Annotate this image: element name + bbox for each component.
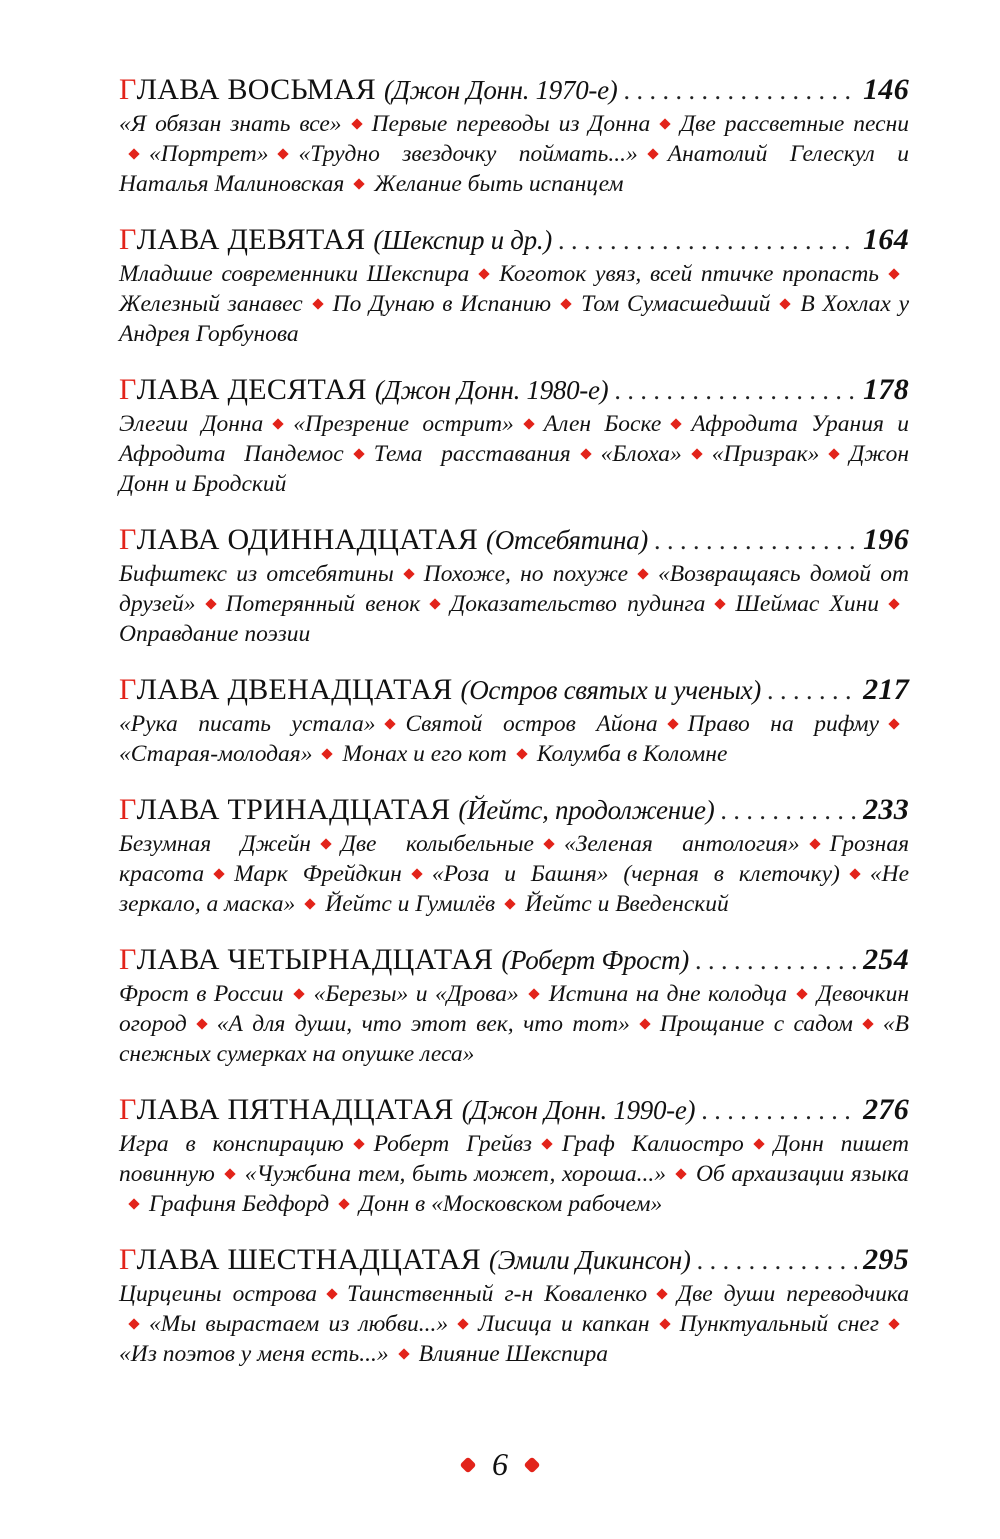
- section-title: Джон Донн и Бродский: [119, 441, 909, 497]
- diamond-bullet-icon: [809, 838, 820, 849]
- chapter-sections: [119, 1279, 909, 1369]
- diamond-bullet-icon: [293, 988, 304, 999]
- chapter-subtitle: (Джон Донн. 1970-е): [383, 75, 618, 105]
- diamond-bullet-icon: [639, 1018, 650, 1029]
- chapter-initial: Г: [119, 1093, 137, 1126]
- section-title: Девочкин огород: [119, 981, 909, 1037]
- section-title: Донн пишет повинную: [119, 1131, 909, 1187]
- chapter-heading: [119, 1092, 909, 1129]
- chapter-heading: [119, 372, 909, 409]
- chapter-title: ЛАВА ТРИНАДЦАТАЯ: [136, 793, 451, 826]
- toc-chapter-entry: [119, 1092, 909, 1219]
- chapter-heading: [119, 222, 909, 259]
- table-of-contents: [119, 72, 909, 1392]
- chapter-heading: [119, 522, 909, 559]
- chapter-initial: Г: [119, 223, 137, 256]
- section-title: «Зеленая антология»: [563, 831, 800, 857]
- dot-leader: [654, 523, 857, 559]
- diamond-bullet-icon: [560, 298, 571, 309]
- diamond-bullet-icon: [458, 1318, 469, 1329]
- chapter-subtitle: (Эмили Дикинсон): [488, 1245, 691, 1275]
- section-title: Донн в «Московском рабочем»: [359, 1191, 663, 1217]
- diamond-bullet-icon: [224, 1168, 235, 1179]
- chapter-page-number: 217: [863, 673, 909, 706]
- diamond-bullet-icon: [659, 1318, 670, 1329]
- chapter-initial: Г: [119, 1243, 137, 1276]
- section-title: Коготок увяз, всей птичке пропасть: [499, 261, 879, 287]
- diamond-bullet-icon: [660, 118, 671, 129]
- chapter-subtitle: (Шекспир и др.): [373, 225, 552, 255]
- diamond-bullet-icon: [354, 178, 365, 189]
- chapter-page-number: 196: [863, 523, 909, 556]
- diamond-bullet-icon: [523, 418, 534, 429]
- diamond-bullet-icon: [528, 988, 539, 999]
- chapter-initial: Г: [119, 673, 137, 706]
- chapter-page-number: 233: [863, 793, 909, 826]
- section-title: Истина на дне колодца: [548, 981, 787, 1007]
- section-title: «Роза и Башня» (черная в клеточку): [431, 861, 840, 887]
- section-title: Об архаизации языка: [695, 1161, 909, 1187]
- section-title: Элегии Донна: [119, 411, 264, 437]
- diamond-bullet-icon: [411, 868, 422, 879]
- section-title: «Рука писать устала»: [119, 711, 376, 737]
- section-title: «Трудно звездочку поймать...»: [298, 141, 638, 167]
- section-title: «Я обязан знать все»: [119, 111, 342, 137]
- diamond-bullet-icon: [128, 148, 139, 159]
- diamond-bullet-icon: [205, 598, 216, 609]
- section-title: Таинственный г-н Коваленко: [347, 1281, 648, 1307]
- section-title: Марк Фрейдкин: [234, 861, 402, 887]
- chapter-heading: [119, 672, 909, 709]
- diamond-bullet-icon: [753, 1138, 764, 1149]
- chapter-page-number: 276: [863, 1093, 909, 1126]
- chapter-title: ЛАВА ЧЕТЫРНАДЦАТАЯ: [136, 943, 494, 976]
- chapter-title: ЛАВА ДЕСЯТАЯ: [136, 373, 367, 406]
- diamond-bullet-icon: [128, 1198, 139, 1209]
- chapter-sections: [119, 829, 909, 919]
- diamond-ornament-icon: [460, 1456, 477, 1473]
- section-title: «Чужбина тем, быть может, хороша...»: [244, 1161, 666, 1187]
- chapter-title: ЛАВА ВОСЬМАЯ: [136, 73, 376, 106]
- section-title: Две рассветные песни: [680, 111, 909, 137]
- chapter-sections: [119, 709, 909, 769]
- section-title: Афродита Урания и Афродита Пандемос: [119, 411, 909, 467]
- dot-leader: [558, 223, 857, 259]
- section-title: В Хохлах у Андрея Горбунова: [119, 291, 909, 347]
- section-title: Бифштекс из отсебятины: [119, 561, 394, 587]
- section-title: Похоже, но похуже: [423, 561, 629, 587]
- section-title: По Дунаю в Испанию: [332, 291, 552, 317]
- chapter-subtitle: (Отсебятина): [486, 525, 649, 555]
- section-title: «Старая-молодая»: [119, 741, 313, 767]
- chapter-heading: [119, 1242, 909, 1279]
- chapter-title: ЛАВА ПЯТНАДЦАТАЯ: [136, 1093, 454, 1126]
- dot-leader: [767, 673, 857, 709]
- diamond-bullet-icon: [647, 148, 658, 159]
- chapter-heading: [119, 942, 909, 979]
- diamond-bullet-icon: [320, 838, 331, 849]
- diamond-bullet-icon: [516, 748, 527, 759]
- section-title: Графиня Бедфорд: [149, 1191, 330, 1217]
- diamond-bullet-icon: [273, 418, 284, 429]
- chapter-page-number: 178: [863, 373, 909, 406]
- section-title: Роберт Грейвз: [373, 1131, 532, 1157]
- chapter-sections: [119, 559, 909, 649]
- section-title: «А для души, что этот век, что тот»: [216, 1011, 630, 1037]
- diamond-bullet-icon: [213, 868, 224, 879]
- section-title: Желание быть испанцем: [374, 171, 624, 197]
- diamond-bullet-icon: [671, 418, 682, 429]
- section-title: Две души переводчика: [677, 1281, 909, 1307]
- chapter-initial: Г: [119, 943, 137, 976]
- section-title: Фрост в России: [119, 981, 284, 1007]
- section-title: Игра в конспирацию: [119, 1131, 344, 1157]
- toc-chapter-entry: [119, 222, 909, 349]
- diamond-bullet-icon: [128, 1318, 139, 1329]
- diamond-bullet-icon: [862, 1018, 873, 1029]
- diamond-bullet-icon: [430, 598, 441, 609]
- chapter-subtitle: (Джон Донн. 1990-е): [461, 1095, 696, 1125]
- toc-chapter-entry: [119, 1242, 909, 1369]
- chapter-initial: Г: [119, 73, 137, 106]
- chapter-subtitle: (Джон Донн. 1980-е): [374, 375, 609, 405]
- section-title: Пунктуальный снег: [679, 1311, 880, 1337]
- section-title: Монах и его кот: [342, 741, 507, 767]
- section-title: «Мы вырастаем из любви...»: [149, 1311, 449, 1337]
- diamond-bullet-icon: [196, 1018, 207, 1029]
- dot-leader: [720, 793, 857, 829]
- diamond-ornament-icon: [524, 1456, 541, 1473]
- section-title: Йейтс и Гумилёв: [325, 891, 496, 917]
- section-title: Первые переводы из Донна: [371, 111, 651, 137]
- diamond-bullet-icon: [541, 1138, 552, 1149]
- section-title: «Презрение острит»: [293, 411, 514, 437]
- section-title: «Призрак»: [711, 441, 820, 467]
- diamond-bullet-icon: [543, 838, 554, 849]
- diamond-bullet-icon: [691, 448, 702, 459]
- chapter-title: ЛАВА ДВЕНАДЦАТАЯ: [136, 673, 453, 706]
- page-number: 6: [492, 1446, 508, 1482]
- chapter-title: ЛАВА ШЕСТНАДЦАТАЯ: [136, 1243, 481, 1276]
- diamond-bullet-icon: [888, 598, 899, 609]
- chapter-page-number: 164: [863, 223, 909, 256]
- section-title: Йейтс и Введенский: [525, 891, 729, 917]
- diamond-bullet-icon: [479, 268, 490, 279]
- section-title: Колумба в Коломне: [536, 741, 728, 767]
- chapter-sections: [119, 259, 909, 349]
- chapter-sections: [119, 1129, 909, 1219]
- section-title: «Из поэтов у меня есть...»: [119, 1341, 389, 1367]
- diamond-bullet-icon: [580, 448, 591, 459]
- diamond-bullet-icon: [353, 448, 364, 459]
- section-title: «Блоха»: [600, 441, 682, 467]
- chapter-heading: [119, 72, 909, 109]
- dot-leader: [614, 373, 857, 409]
- section-title: Железный занавес: [119, 291, 303, 317]
- page-footer: [0, 1446, 1000, 1483]
- section-title: Граф Калиостро: [561, 1131, 744, 1157]
- diamond-bullet-icon: [278, 148, 289, 159]
- diamond-bullet-icon: [656, 1288, 667, 1299]
- section-title: «Возвращаясь домой от друзей»: [119, 561, 910, 617]
- chapter-initial: Г: [119, 523, 137, 556]
- section-title: Том Сумасшедший: [581, 291, 771, 317]
- section-title: «Не зеркало, а маска»: [119, 861, 909, 917]
- diamond-bullet-icon: [326, 1288, 337, 1299]
- section-title: Младшие современники Шекспира: [119, 261, 470, 287]
- section-title: Шеймас Хини: [735, 591, 879, 617]
- section-title: «Березы» и «Дрова»: [313, 981, 519, 1007]
- chapter-page-number: 295: [863, 1243, 909, 1276]
- diamond-bullet-icon: [504, 898, 515, 909]
- diamond-bullet-icon: [888, 268, 899, 279]
- section-title: Лисица и капкан: [478, 1311, 650, 1337]
- diamond-bullet-icon: [849, 868, 860, 879]
- diamond-bullet-icon: [312, 298, 323, 309]
- chapter-initial: Г: [119, 373, 137, 406]
- section-title: Оправдание поэзии: [119, 621, 311, 647]
- section-title: Анатолий Гелескул и Наталья Малиновская: [119, 141, 909, 197]
- diamond-bullet-icon: [305, 898, 316, 909]
- diamond-bullet-icon: [398, 1348, 409, 1359]
- diamond-bullet-icon: [403, 568, 414, 579]
- section-title: Грозная красота: [119, 831, 909, 887]
- dot-leader: [623, 73, 857, 109]
- diamond-bullet-icon: [675, 1168, 686, 1179]
- diamond-bullet-icon: [829, 448, 840, 459]
- section-title: «В снежных сумерках на опушке леса»: [119, 1011, 909, 1067]
- chapter-page-number: 254: [863, 943, 909, 976]
- toc-chapter-entry: [119, 522, 909, 649]
- section-title: Право на рифму: [687, 711, 879, 737]
- diamond-bullet-icon: [637, 568, 648, 579]
- toc-chapter-entry: [119, 942, 909, 1069]
- section-title: Прощание с садом: [659, 1011, 853, 1037]
- chapter-sections: [119, 979, 909, 1069]
- dot-leader: [697, 1243, 857, 1279]
- toc-chapter-entry: [119, 72, 909, 199]
- chapter-sections: [119, 109, 909, 199]
- section-title: Тема расставания: [373, 441, 571, 467]
- toc-chapter-entry: [119, 672, 909, 769]
- diamond-bullet-icon: [338, 1198, 349, 1209]
- toc-chapter-entry: [119, 372, 909, 499]
- diamond-bullet-icon: [353, 1138, 364, 1149]
- dot-leader: [701, 1093, 857, 1129]
- diamond-bullet-icon: [385, 718, 396, 729]
- section-title: Доказательство пудинга: [450, 591, 706, 617]
- section-title: Две колыбельные: [340, 831, 534, 857]
- chapter-page-number: 146: [863, 73, 909, 106]
- diamond-bullet-icon: [715, 598, 726, 609]
- diamond-bullet-icon: [351, 118, 362, 129]
- diamond-bullet-icon: [667, 718, 678, 729]
- chapter-title: ЛАВА ДЕВЯТАЯ: [136, 223, 366, 256]
- section-title: Влияние Шекспира: [418, 1341, 609, 1367]
- section-title: Цирцеины острова: [119, 1281, 318, 1307]
- chapter-sections: [119, 409, 909, 499]
- section-title: Ален Боске: [543, 411, 662, 437]
- dot-leader: [695, 943, 857, 979]
- diamond-bullet-icon: [796, 988, 807, 999]
- section-title: «Портрет»: [149, 141, 269, 167]
- section-title: Безумная Джейн: [119, 831, 311, 857]
- chapter-title: ЛАВА ОДИННАДЦАТАЯ: [136, 523, 479, 556]
- chapter-subtitle: (Роберт Фрост): [501, 945, 689, 975]
- section-title: Потерянный венок: [225, 591, 421, 617]
- toc-chapter-entry: [119, 792, 909, 919]
- chapter-heading: [119, 792, 909, 829]
- section-title: Святой остров Айона: [405, 711, 658, 737]
- chapter-subtitle: (Остров святых и ученых): [460, 675, 761, 705]
- diamond-bullet-icon: [780, 298, 791, 309]
- chapter-subtitle: (Йейтс, продолжение): [458, 795, 715, 825]
- diamond-bullet-icon: [322, 748, 333, 759]
- diamond-bullet-icon: [888, 1318, 899, 1329]
- diamond-bullet-icon: [888, 718, 899, 729]
- chapter-initial: Г: [119, 793, 137, 826]
